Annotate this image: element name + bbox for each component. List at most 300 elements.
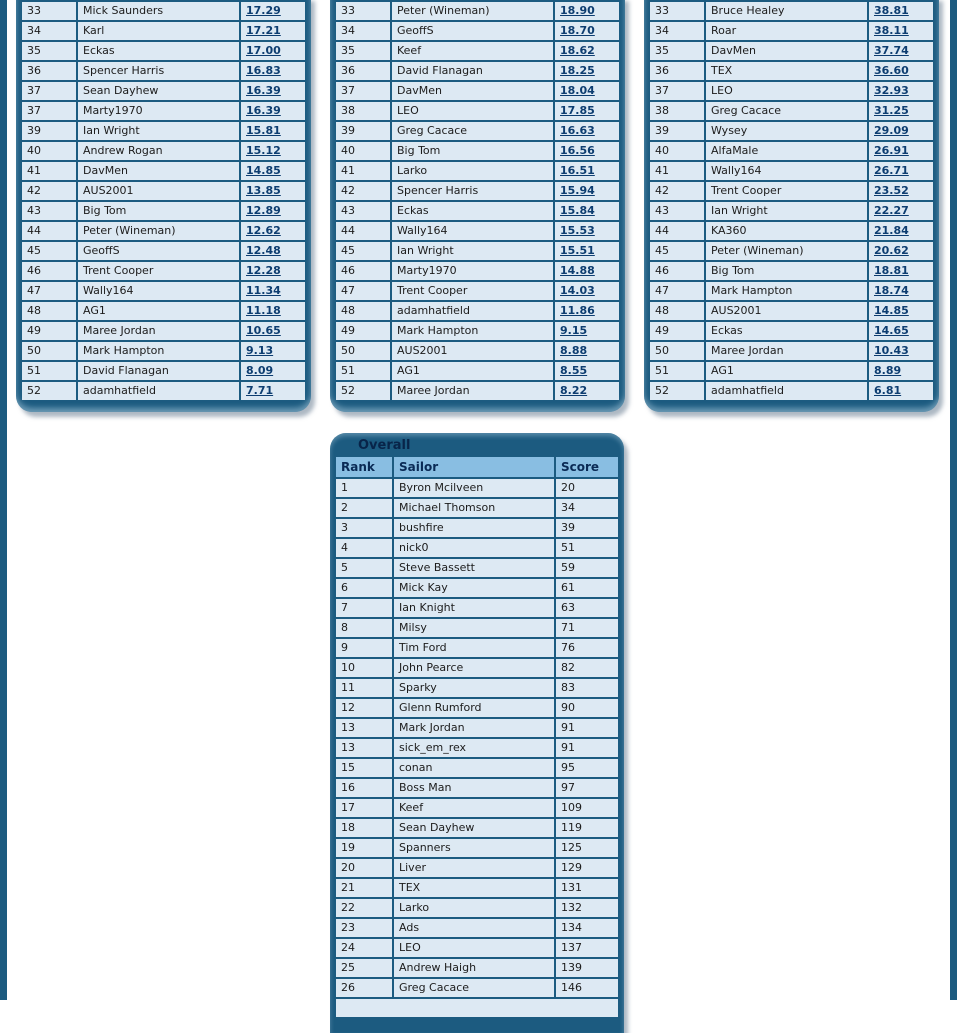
sailor-cell: Keef [394,799,554,817]
score-cell: 134 [556,919,618,937]
sailor-cell: Milsy [394,619,554,637]
score-link[interactable]: 6.81 [874,384,902,397]
rank-cell: 36 [22,62,76,80]
score-link[interactable]: 18.90 [560,4,595,17]
rank-cell: 19 [336,839,392,857]
sailor-cell: KA360 [706,222,867,240]
score-cell [241,302,305,320]
score-link[interactable]: 16.39 [246,84,281,97]
sailor-cell: Greg Cacace [394,979,554,997]
rank-cell: 42 [650,182,704,200]
rank-cell: 47 [650,282,704,300]
score-link[interactable]: 17.00 [246,44,281,57]
sailor-cell: Trent Cooper [392,282,553,300]
score-link[interactable]: 15.84 [560,204,595,217]
rank-cell: 33 [336,2,390,20]
score-link[interactable]: 16.56 [560,144,595,157]
sailor-cell: Spencer Harris [392,182,553,200]
score-cell: 71 [556,619,618,637]
rank-cell: 48 [650,302,704,320]
score-cell [869,322,933,340]
sailor-cell: Mark Jordan [394,719,554,737]
rank-cell: 49 [22,322,76,340]
rank-cell: 40 [650,142,704,160]
rank-cell: 26 [336,979,392,997]
sailor-cell: GeoffS [78,242,239,260]
rank-cell: 41 [22,162,76,180]
score-cell [869,62,933,80]
sailor-cell: adamhatfield [706,382,867,400]
sailor-cell: Glenn Rumford [394,699,554,717]
score-link[interactable]: 18.25 [560,64,595,77]
rank-cell: 34 [650,22,704,40]
score-cell: 51 [556,539,618,557]
score-link[interactable]: 17.21 [246,24,281,37]
rank-cell: 39 [336,122,390,140]
rank-cell: 18 [336,819,392,837]
score-link[interactable]: 38.81 [874,4,909,17]
rank-cell: 12 [336,699,392,717]
score-cell [869,302,933,320]
rank-cell: 51 [650,362,704,380]
sailor-cell: Mark Hampton [392,322,553,340]
sailor-cell: Larko [392,162,553,180]
sailor-cell: Eckas [392,202,553,220]
rank-cell: 39 [650,122,704,140]
sailor-cell: adamhatfield [392,302,553,320]
sailor-cell: David Flanagan [392,62,553,80]
rank-cell: 21 [336,879,392,897]
rank-cell: 22 [336,899,392,917]
sailor-cell: Maree Jordan [78,322,239,340]
sailor-cell: Steve Bassett [394,559,554,577]
score-cell [241,222,305,240]
sailor-cell: DavMen [78,162,239,180]
sailor-cell: Andrew Rogan [78,142,239,160]
rank-cell: 48 [22,302,76,320]
sailor-cell: Ian Wright [706,202,867,220]
sailor-cell: Andrew Haigh [394,959,554,977]
rank-cell: 42 [336,182,390,200]
score-cell: 97 [556,779,618,797]
score-link[interactable]: 8.55 [560,364,588,377]
sailor-cell: Liver [394,859,554,877]
score-link[interactable]: 14.88 [560,264,595,277]
score-link[interactable]: 15.51 [560,244,595,257]
sailor-cell: Keef [392,42,553,60]
sailor-cell: DavMen [706,42,867,60]
score-link[interactable]: 12.89 [246,204,281,217]
score-link[interactable]: 16.83 [246,64,281,77]
rank-cell: 3 [336,519,392,537]
rank-cell: 10 [336,659,392,677]
rank-cell: 43 [22,202,76,220]
rank-cell: 36 [336,62,390,80]
score-cell [555,142,619,160]
sailor-cell: Wally164 [78,282,239,300]
sailor-cell: Wally164 [392,222,553,240]
sailor-cell: Mick Kay [394,579,554,597]
score-cell [241,102,305,120]
score-cell [869,2,933,20]
overall-title: Overall [358,438,411,453]
score-link[interactable]: 18.74 [874,284,909,297]
score-cell [555,222,619,240]
score-cell [869,382,933,400]
rank-cell: 47 [336,282,390,300]
rank-cell: 35 [650,42,704,60]
rank-cell: 35 [22,42,76,60]
sailor-cell: Ian Wright [392,242,553,260]
score-cell: 109 [556,799,618,817]
score-cell: 146 [556,979,618,997]
score-cell [869,102,933,120]
sailor-cell: Sean Dayhew [394,819,554,837]
score-cell: 119 [556,819,618,837]
sailor-cell: David Flanagan [78,362,239,380]
rank-cell: 45 [22,242,76,260]
score-link[interactable]: 16.39 [246,104,281,117]
score-cell [241,142,305,160]
score-link[interactable]: 8.09 [246,364,274,377]
score-cell: 59 [556,559,618,577]
score-link[interactable]: 31.25 [874,104,909,117]
score-cell [241,122,305,140]
score-link[interactable]: 18.04 [560,84,595,97]
score-link[interactable]: 36.60 [874,64,909,77]
score-link[interactable]: 37.74 [874,44,909,57]
score-cell: 82 [556,659,618,677]
score-link[interactable]: 10.65 [246,324,281,337]
sailor-cell: Roar [706,22,867,40]
sailor-cell: Mark Hampton [706,282,867,300]
score-link[interactable]: 11.34 [246,284,281,297]
rank-cell: 51 [336,362,390,380]
sailor-cell: Marty1970 [78,102,239,120]
rank-cell: 23 [336,919,392,937]
rank-cell: 44 [336,222,390,240]
sailor-cell: Karl [78,22,239,40]
score-cell [241,382,305,400]
score-cell: 61 [556,579,618,597]
score-cell [555,82,619,100]
column-header-rank: Rank [336,457,392,477]
sailor-cell: Ian Wright [78,122,239,140]
sailor-cell: Marty1970 [392,262,553,280]
score-cell [555,122,619,140]
sailor-cell: Big Tom [392,142,553,160]
score-link[interactable]: 10.43 [874,344,909,357]
score-cell [869,122,933,140]
score-cell [869,142,933,160]
score-cell: 39 [556,519,618,537]
score-link[interactable]: 17.85 [560,104,595,117]
rank-cell: 37 [336,82,390,100]
score-cell [241,282,305,300]
race-standings-table-3 [650,2,933,400]
score-cell: 129 [556,859,618,877]
rank-cell: 43 [336,202,390,220]
sailor-cell: AUS2001 [392,342,553,360]
rank-cell: 41 [336,162,390,180]
sailor-cell: Byron Mcilveen [394,479,554,497]
score-link[interactable]: 8.22 [560,384,588,397]
rank-cell: 52 [650,382,704,400]
score-cell [241,182,305,200]
score-link[interactable]: 17.29 [246,4,281,17]
score-cell [555,42,619,60]
column-header-score: Score [556,457,618,477]
sailor-cell: nick0 [394,539,554,557]
score-link[interactable]: 38.11 [874,24,909,37]
sailor-cell: Wysey [706,122,867,140]
sailor-cell: Larko [394,899,554,917]
rank-cell: 50 [22,342,76,360]
rank-cell: 33 [22,2,76,20]
score-link[interactable]: 21.84 [874,224,909,237]
score-link[interactable]: 9.15 [560,324,588,337]
rank-cell: 52 [22,382,76,400]
rank-cell: 11 [336,679,392,697]
score-cell [555,262,619,280]
sailor-cell: Bruce Healey [706,2,867,20]
score-link[interactable]: 11.18 [246,304,281,317]
sailor-cell: LEO [706,82,867,100]
sailor-cell: Peter (Wineman) [706,242,867,260]
score-cell [241,322,305,340]
rank-cell: 46 [650,262,704,280]
rank-cell: 6 [336,579,392,597]
score-link[interactable]: 23.52 [874,184,909,197]
rank-cell: 50 [336,342,390,360]
sailor-cell: AUS2001 [706,302,867,320]
rank-cell: 45 [650,242,704,260]
score-cell [241,202,305,220]
race-standings-card-1 [16,0,311,412]
score-cell [869,222,933,240]
score-cell [555,302,619,320]
score-cell [555,362,619,380]
score-link[interactable]: 14.65 [874,324,909,337]
score-link[interactable]: 13.85 [246,184,281,197]
sailor-cell: Michael Thomson [394,499,554,517]
rank-cell: 35 [336,42,390,60]
rank-cell: 43 [650,202,704,220]
rank-cell: 13 [336,719,392,737]
sailor-cell: Ian Knight [394,599,554,617]
score-cell: 132 [556,899,618,917]
rank-cell: 33 [650,2,704,20]
sailor-cell: Wally164 [706,162,867,180]
rank-cell: 5 [336,559,392,577]
score-cell [555,202,619,220]
overall-standings-card [330,433,624,1033]
rank-cell: 50 [650,342,704,360]
rank-cell: 2 [336,499,392,517]
sailor-cell: Big Tom [706,262,867,280]
score-cell [555,102,619,120]
score-link[interactable]: 18.81 [874,264,909,277]
sailor-cell: adamhatfield [78,382,239,400]
score-link[interactable]: 26.71 [874,164,909,177]
sailor-cell: Mick Saunders [78,2,239,20]
score-link[interactable]: 15.53 [560,224,595,237]
score-cell [869,42,933,60]
score-link[interactable]: 15.12 [246,144,281,157]
score-cell [869,362,933,380]
score-cell [555,2,619,20]
score-link[interactable]: 12.28 [246,264,281,277]
sailor-cell: AlfaMale [706,142,867,160]
rank-cell: 40 [336,142,390,160]
rank-cell: 44 [22,222,76,240]
rank-cell: 44 [650,222,704,240]
sailor-cell: Ads [394,919,554,937]
sailor-cell: Peter (Wineman) [78,222,239,240]
score-link[interactable]: 18.70 [560,24,595,37]
score-cell [555,282,619,300]
score-cell: 137 [556,939,618,957]
score-cell [869,182,933,200]
score-cell [869,162,933,180]
sailor-cell: Sparky [394,679,554,697]
score-cell: 131 [556,879,618,897]
score-cell [241,2,305,20]
score-link[interactable]: 18.62 [560,44,595,57]
score-link[interactable]: 15.81 [246,124,281,137]
rank-cell: 46 [336,262,390,280]
score-link[interactable]: 11.86 [560,304,595,317]
score-link[interactable]: 15.94 [560,184,595,197]
rank-cell: 37 [650,82,704,100]
score-link[interactable]: 32.93 [874,84,909,97]
score-cell [869,202,933,220]
score-cell [241,242,305,260]
rank-cell: 38 [336,102,390,120]
sailor-cell: Trent Cooper [706,182,867,200]
score-cell [869,242,933,260]
rank-cell: 37 [22,82,76,100]
score-link[interactable]: 29.09 [874,124,909,137]
score-link[interactable]: 22.27 [874,204,909,217]
rank-cell: 16 [336,779,392,797]
rank-cell: 47 [22,282,76,300]
score-cell [555,62,619,80]
score-link[interactable]: 16.51 [560,164,595,177]
sailor-cell: Tim Ford [394,639,554,657]
score-cell: 76 [556,639,618,657]
score-link[interactable]: 14.03 [560,284,595,297]
rank-cell: 24 [336,939,392,957]
score-cell: 20 [556,479,618,497]
page-left-border [0,0,7,1000]
rank-cell: 34 [22,22,76,40]
score-cell [555,342,619,360]
score-link[interactable]: 9.13 [246,344,274,357]
score-cell: 34 [556,499,618,517]
score-cell [241,162,305,180]
rank-cell: 13 [336,739,392,757]
score-cell [869,342,933,360]
rank-cell: 39 [22,122,76,140]
sailor-cell: Maree Jordan [392,382,553,400]
race-standings-table-1 [22,2,305,400]
race-standings-table-2 [336,2,619,400]
score-link[interactable]: 14.85 [246,164,281,177]
score-cell [241,42,305,60]
score-cell [869,282,933,300]
score-cell [869,262,933,280]
rank-cell: 42 [22,182,76,200]
score-cell [869,82,933,100]
sailor-cell: AG1 [706,362,867,380]
sailor-cell: Big Tom [78,202,239,220]
rank-cell: 48 [336,302,390,320]
score-cell: 83 [556,679,618,697]
rank-cell: 9 [336,639,392,657]
score-cell [241,22,305,40]
score-cell [241,342,305,360]
score-cell [241,82,305,100]
score-cell [241,62,305,80]
sailor-cell: Peter (Wineman) [392,2,553,20]
rank-cell: 25 [336,959,392,977]
score-link[interactable]: 12.62 [246,224,281,237]
rank-cell: 17 [336,799,392,817]
sailor-cell: Maree Jordan [706,342,867,360]
rank-cell: 49 [650,322,704,340]
rank-cell: 7 [336,599,392,617]
score-cell: 139 [556,959,618,977]
score-cell [555,162,619,180]
score-link[interactable]: 26.91 [874,144,909,157]
score-cell [241,262,305,280]
score-link[interactable]: 16.63 [560,124,595,137]
sailor-cell: LEO [394,939,554,957]
rank-cell: 4 [336,539,392,557]
sailor-cell: bushfire [394,519,554,537]
rank-cell: 45 [336,242,390,260]
sailor-cell: Boss Man [394,779,554,797]
rank-cell: 38 [650,102,704,120]
score-link[interactable]: 8.88 [560,344,588,357]
score-cell: 91 [556,719,618,737]
score-cell: 63 [556,599,618,617]
score-link[interactable]: 7.71 [246,384,274,397]
sailor-cell: Greg Cacace [706,102,867,120]
sailor-cell: sick_em_rex [394,739,554,757]
score-cell: 91 [556,739,618,757]
score-cell: 95 [556,759,618,777]
rank-cell: 40 [22,142,76,160]
score-link[interactable]: 12.48 [246,244,281,257]
overall-table [336,457,618,1017]
sailor-cell: Greg Cacace [392,122,553,140]
score-cell [555,322,619,340]
sailor-cell: Sean Dayhew [78,82,239,100]
score-link[interactable]: 20.62 [874,244,909,257]
page-right-border [950,0,957,1000]
rank-cell: 41 [650,162,704,180]
score-cell: 90 [556,699,618,717]
score-link[interactable]: 8.89 [874,364,902,377]
rank-cell: 8 [336,619,392,637]
rank-cell: 46 [22,262,76,280]
score-cell [555,182,619,200]
score-link[interactable]: 14.85 [874,304,909,317]
sailor-cell: Mark Hampton [78,342,239,360]
column-header-sailor: Sailor [394,457,554,477]
